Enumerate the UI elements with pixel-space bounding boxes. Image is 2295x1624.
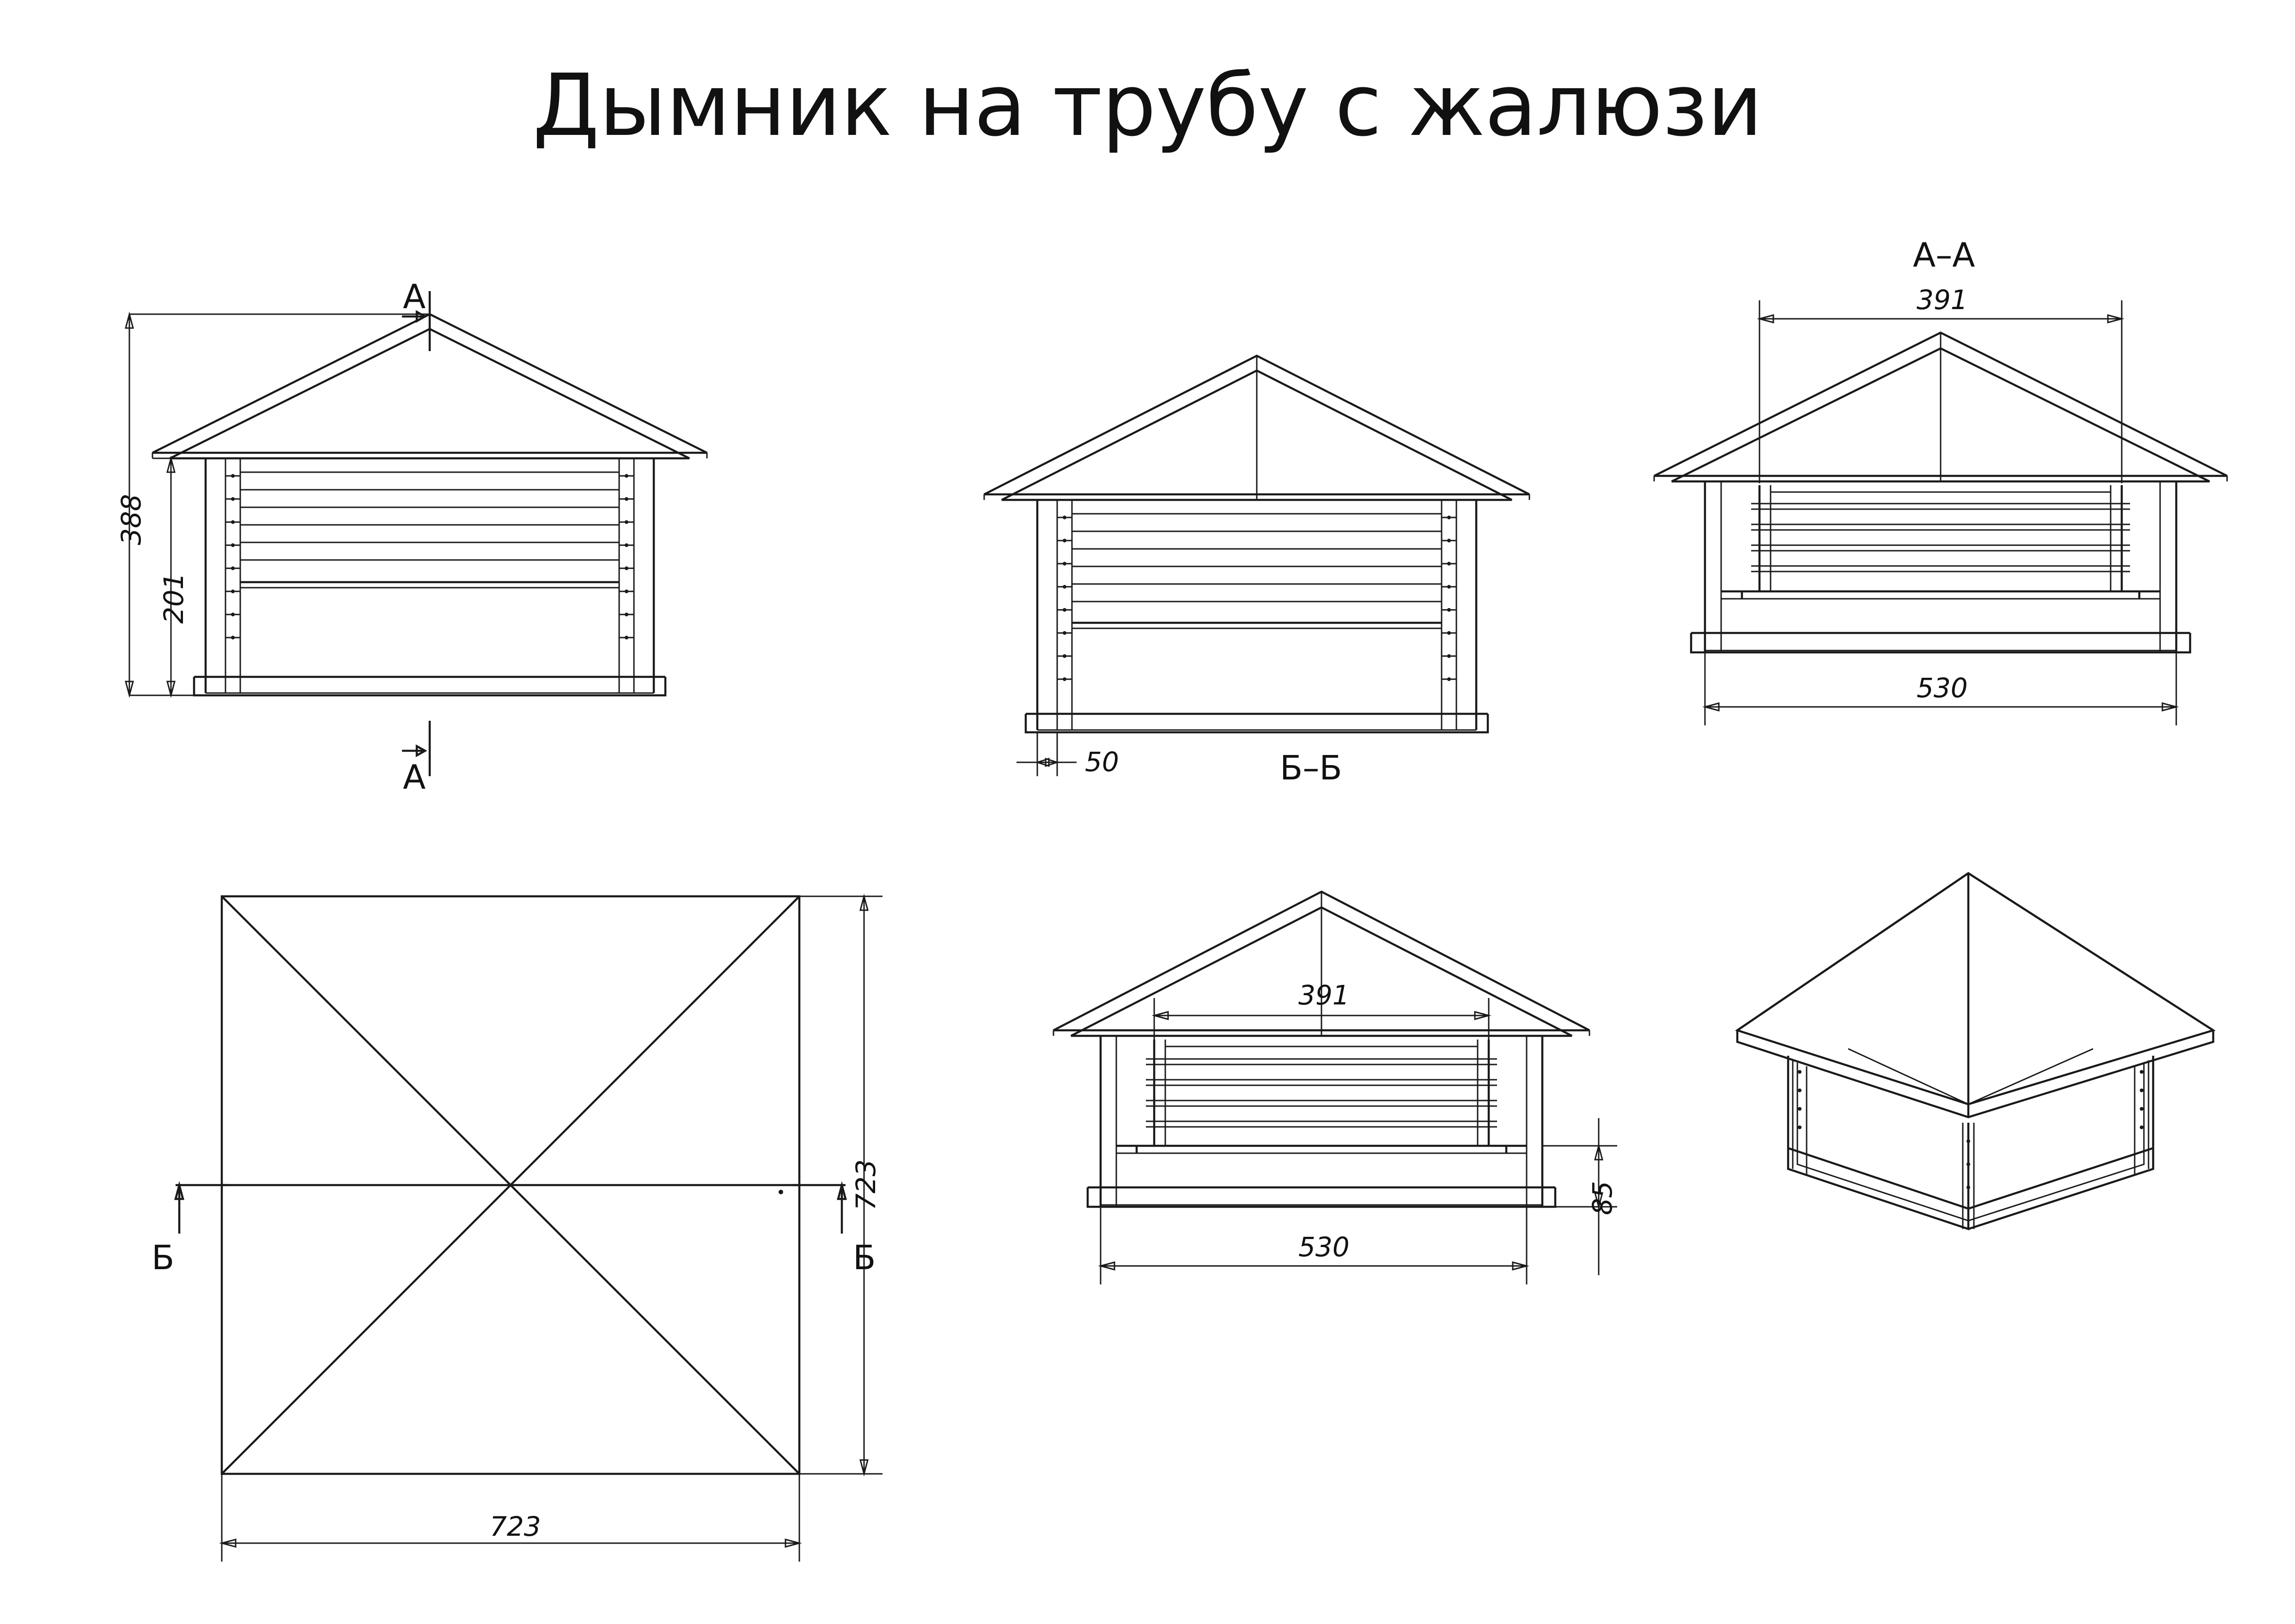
section-aa-view (1636, 226, 2264, 772)
dimension-85: 85 (1587, 1181, 1618, 1215)
side-elevation-view (961, 314, 1562, 776)
page-title: Дымник на трубу с жалюзи (532, 55, 1763, 155)
section-mark-b-right-label: Б (853, 1238, 876, 1277)
front-elevation-view (106, 259, 809, 799)
section-mark-a-top-label: А (403, 277, 426, 316)
dimension-50: 50 (1085, 746, 1119, 778)
dimension-723-horizontal: 723 (490, 1511, 541, 1542)
section-bb-label: Б–Б (1280, 748, 1342, 787)
isometric-view (1710, 845, 2255, 1308)
dimension-530-bb: 530 (1298, 1231, 1350, 1263)
dimension-723-vertical: 723 (850, 1159, 882, 1210)
plan-view (120, 869, 952, 1589)
dimension-388: 388 (116, 494, 147, 545)
section-aa-label: А–А (1913, 236, 1975, 274)
dimension-201: 201 (158, 572, 189, 624)
dimension-530-aa: 530 (1917, 672, 1968, 704)
dimension-391-bb: 391 (1298, 979, 1350, 1011)
section-mark-a-bottom-label: А (403, 758, 426, 797)
dimension-391-aa: 391 (1917, 284, 1968, 316)
section-mark-b-left-label: Б (152, 1238, 175, 1277)
